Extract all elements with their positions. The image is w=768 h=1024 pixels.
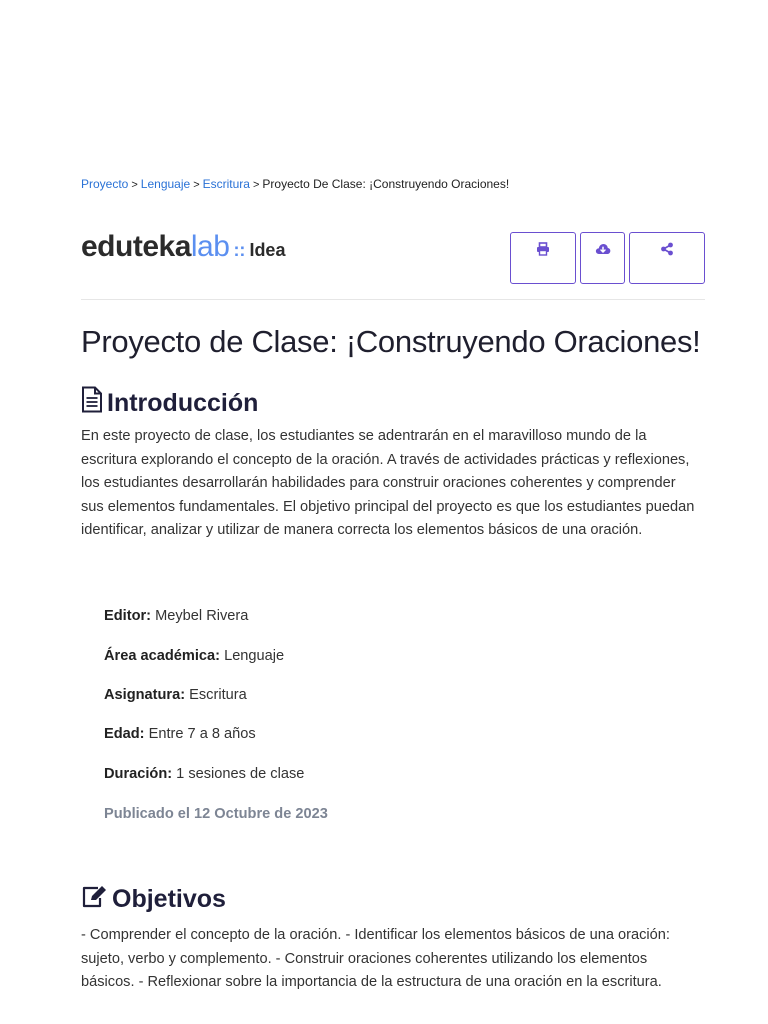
logo-idea-text: Idea <box>249 240 286 260</box>
meta-editor <box>104 608 248 624</box>
logo-eduteka-text: eduteka <box>81 230 191 263</box>
cloud-download-icon <box>595 242 611 256</box>
breadcrumb-separator: > <box>252 179 260 191</box>
meta-age-value: Entre 7 a 8 años <box>148 726 256 742</box>
objectives-header <box>81 885 226 914</box>
meta-area-value: Lenguaje <box>224 648 285 664</box>
meta-subject <box>104 687 247 703</box>
page-title: Proyecto de Clase: ¡Construyendo Oraciones! <box>81 324 701 359</box>
logo-lab-text: lab <box>190 230 230 263</box>
published-date: Publicado el 12 Octubre de 2023 <box>104 806 328 822</box>
objectives-text: - Comprender el concepto de la oración. - Identificar los elementos básicos de una oración: sujeto, verbo y complemento. - Construir oraciones coherentes utilizando los elementos básicos. - Reflexionar sobre la importancia de la estructura de una oración en la escritura. <box>81 927 670 991</box>
breadcrumb <box>81 177 509 191</box>
meta-duration-label: Duración: <box>104 766 173 782</box>
breadcrumb-link-proyecto[interactable]: Proyecto <box>81 177 129 191</box>
header-divider <box>81 299 705 300</box>
meta-editor-value: Meybel Rivera <box>155 608 249 624</box>
print-button[interactable] <box>510 232 576 284</box>
logo-separator: :: <box>233 240 246 260</box>
meta-duration <box>104 766 304 782</box>
meta-subject-value: Escritura <box>189 687 247 703</box>
meta-age <box>104 726 256 742</box>
introduction-heading: Introducción <box>107 389 259 417</box>
breadcrumb-link-escritura[interactable]: Escritura <box>202 177 250 191</box>
share-icon <box>660 242 674 256</box>
breadcrumb-separator: > <box>193 179 200 191</box>
share-button[interactable] <box>629 232 705 284</box>
edit-icon <box>81 885 108 914</box>
meta-area <box>104 648 284 664</box>
introduction-header <box>81 386 258 418</box>
meta-area-label: Área académica: <box>104 648 221 664</box>
meta-age-label: Edad: <box>104 726 145 742</box>
breadcrumb-current: Proyecto De Clase: ¡Construyendo Oraciones! <box>262 177 510 191</box>
introduction-text: En este proyecto de clase, los estudiantes se adentrarán en el maravilloso mundo de la escritura explorando el concepto de la oración. A través de actividades prácticas y reflexiones, los estudiantes desarrollarán habilidades para construir oraciones coherentes y comprender sus elementos fundamentales. El objetivo principal del proyecto es que los estudiantes puedan identificar, analizar y utilizar de manera correcta los elementos básicos de una oración. <box>81 428 695 539</box>
print-icon <box>536 242 550 256</box>
objectives-heading: Objetivos <box>112 885 226 913</box>
eduteka-lab-logo[interactable] <box>81 230 285 264</box>
document-icon <box>81 386 103 418</box>
breadcrumb-link-lenguaje[interactable]: Lenguaje <box>140 177 191 191</box>
meta-subject-label: Asignatura: <box>104 687 186 703</box>
meta-duration-value: 1 sesiones de clase <box>176 766 305 782</box>
download-button[interactable] <box>580 232 625 284</box>
meta-editor-label: Editor: <box>104 608 152 624</box>
breadcrumb-separator: > <box>131 179 138 191</box>
